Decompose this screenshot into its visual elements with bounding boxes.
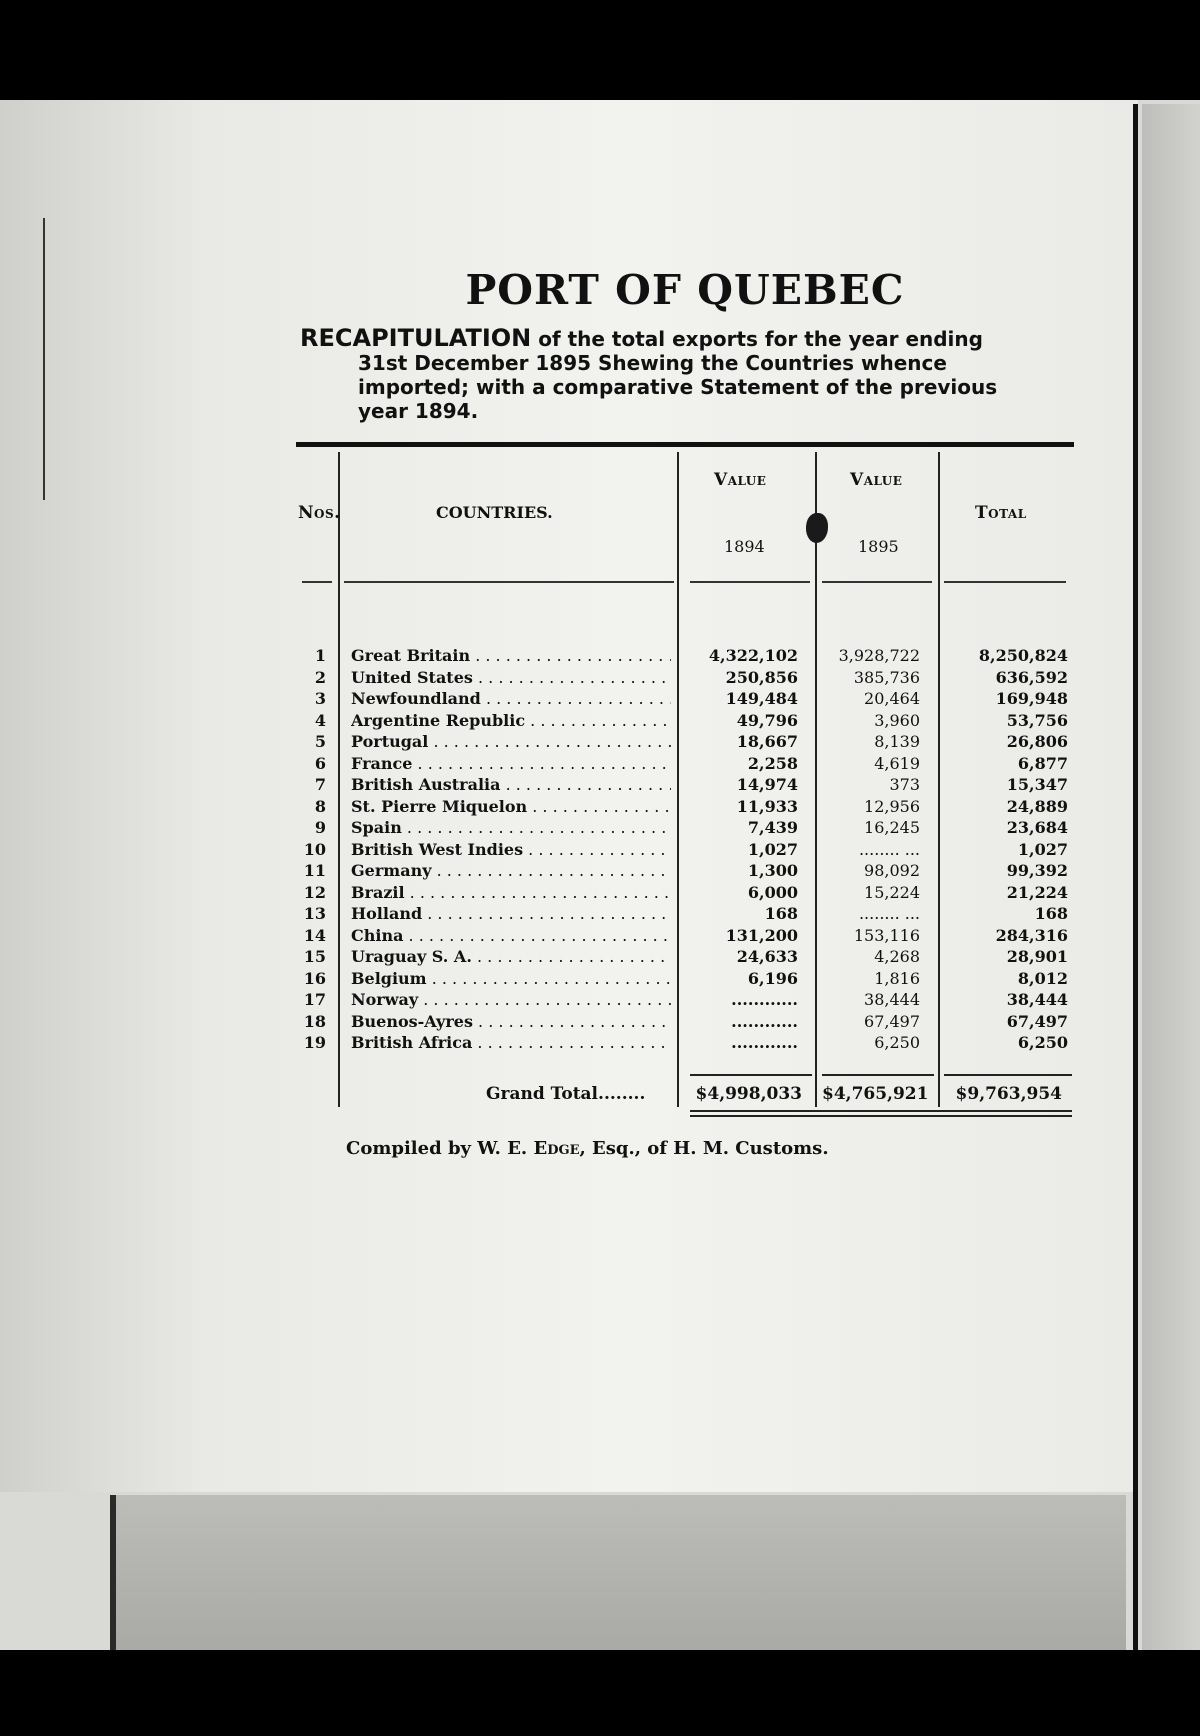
row-total: 23,684 [1006,818,1068,837]
grand-total-label: Grand Total........ [486,1084,646,1104]
row-country: Buenos-Ayres . . . [351,1012,671,1031]
row-country: British Africa . . . [351,1033,671,1052]
recap-lead-word: RECAPITULATION [300,324,532,352]
row-value-1894: 2,258 [747,753,798,773]
row-country: Spain . . . [351,818,671,837]
row-total: 24,889 [1006,796,1068,816]
row-value-1895: 8,139 [874,732,920,751]
row-value-1894: 6,000 [747,882,798,902]
row-number: 17 [303,990,326,1009]
row-value-1894: 168 [764,904,798,923]
row-country: Great Britain . . . [351,646,671,665]
compiled-suffix: , Esq., of H. M. Customs. [579,1138,829,1159]
header-value-1895: Value [850,470,903,490]
grand-total-total: $9,763,954 [955,1084,1062,1104]
row-total: 8,250,824 [978,646,1068,665]
row-country: Belgium . . . [351,969,671,988]
row-value-1894: 14,974 [736,775,798,794]
row-total: 67,497 [1006,1011,1068,1031]
row-number: 7 [314,775,326,794]
row-value-1894: 24,633 [736,947,798,966]
table-row [296,668,1076,690]
row-value-1895: 67,497 [864,1011,920,1031]
row-value-1894: 18,667 [736,732,798,751]
row-value-1895: ........ ... [858,904,920,923]
header-year-1894: 1894 [724,537,765,556]
header-rule-1895 [822,581,932,583]
header-countries: COUNTRIES. [436,503,553,522]
row-value-1895: 12,956 [864,796,920,816]
header-rule-countries [344,581,674,583]
row-number: 16 [303,968,326,988]
exports-table-body [296,646,1076,1055]
header-rule-1894 [690,581,810,583]
row-value-1894: 7,439 [747,818,798,837]
row-total: 28,901 [1006,947,1068,966]
row-number: 12 [303,882,326,902]
table-row [296,883,1076,905]
table-top-rule [296,442,1074,447]
row-value-1894: 149,484 [725,689,798,708]
row-value-1895: 38,444 [864,990,920,1009]
table-row [296,947,1076,969]
row-country: British Australia . . . [351,775,671,794]
table-row [296,775,1076,797]
subtotal-rule-1895 [822,1074,934,1076]
table-row [296,646,1076,668]
row-value-1894: 1,027 [747,839,798,859]
table-row [296,926,1076,948]
row-value-1895: 4,268 [874,947,920,966]
row-value-1895: 16,245 [864,818,920,837]
row-number: 10 [303,839,326,859]
row-value-1895: 20,464 [864,689,920,708]
table-row [296,797,1076,819]
compiled-name: Edge [533,1138,580,1159]
row-number: 11 [303,861,326,880]
table-row [296,1033,1076,1055]
row-number: 9 [314,818,326,837]
header-total: Total [975,503,1027,523]
page-edge-shadow [1133,104,1138,1652]
row-total: 53,756 [1006,710,1068,730]
row-number: 19 [303,1033,326,1052]
row-value-1895: 3,960 [874,710,920,730]
subtotal-rule-1894 [690,1074,812,1076]
row-value-1895: 6,250 [874,1033,920,1052]
scan-border-bottom [0,1650,1200,1736]
row-value-1895: 373 [889,775,920,794]
row-total: 15,347 [1006,775,1068,794]
row-total: 284,316 [995,925,1068,945]
row-country: France . . . [351,754,671,773]
row-country: Uraguay S. A. . . . [351,947,671,966]
row-number: 6 [314,753,326,773]
header-rule-total [944,581,1066,583]
table-row [296,840,1076,862]
row-number: 15 [303,947,326,966]
margin-mark [43,218,45,500]
row-number: 5 [314,732,326,751]
row-country: Holland . . . [351,904,671,923]
table-row [296,732,1076,754]
row-number: 4 [314,710,326,730]
row-value-1894: 1,300 [747,861,798,880]
row-country: Norway . . . [351,990,671,1009]
table-row [296,754,1076,776]
row-value-1895: 1,816 [874,968,920,988]
row-value-1894: 131,200 [725,925,798,945]
table-row [296,904,1076,926]
row-number: 2 [314,667,326,687]
table-row [296,711,1076,733]
recapitulation-paragraph [300,326,1076,423]
adjacent-page-strip [1142,104,1200,1652]
row-country: Argentine Republic . . . [351,711,671,730]
row-total: 6,877 [1017,753,1068,773]
row-number: 13 [303,904,326,923]
row-number: 1 [314,646,326,665]
book-bottom-edge [110,1495,1126,1650]
header-rule-nos [302,581,332,583]
row-value-1894: 4,322,102 [708,646,798,665]
table-row [296,818,1076,840]
row-value-1894: 6,196 [747,968,798,988]
table-row [296,861,1076,883]
table-row [296,969,1076,991]
row-total: 1,027 [1017,839,1068,859]
row-country: St. Pierre Miquelon . . . [351,797,671,816]
row-country: China . . . [351,926,671,945]
recap-line-2: 31st December 1895 Shewing the Countries whence [358,351,947,375]
grand-total-1895: $4,765,921 [822,1084,929,1104]
subtotal-rule-total [944,1074,1072,1076]
table-row [296,1012,1076,1034]
compiled-prefix: Compiled by W. E. [346,1138,528,1159]
row-total: 636,592 [995,667,1068,687]
row-value-1895: 4,619 [874,753,920,773]
header-nos: Nos. [298,503,341,523]
row-value-1895: 385,736 [853,667,920,687]
recap-line-1: of the total exports for the year ending [538,327,983,351]
grand-total-double-rule-bottom [690,1115,1072,1117]
row-value-1895: ........ ... [858,839,920,859]
row-country: Portugal . . . [351,732,671,751]
row-total: 8,012 [1017,968,1068,988]
row-total: 38,444 [1006,990,1068,1009]
row-value-1895: 153,116 [853,925,920,945]
header-year-1895: 1895 [858,537,899,556]
row-number: 14 [303,925,326,945]
recap-line-4: year 1894. [358,399,479,423]
row-country: United States . . . [351,668,671,687]
row-total: 21,224 [1006,882,1068,902]
row-total: 99,392 [1006,861,1068,880]
row-number: 8 [314,796,326,816]
table-row [296,689,1076,711]
row-country: British West Indies . . . [351,840,671,859]
header-value-1894: Value [714,470,767,490]
row-value-1894: ............ [731,1033,798,1052]
row-number: 3 [314,689,326,708]
compiled-by-note [346,1138,829,1159]
row-country: Germany . . . [351,861,671,880]
row-value-1894: ............ [731,1011,798,1031]
row-value-1895: 98,092 [864,861,920,880]
row-total: 26,806 [1006,732,1068,751]
grand-total-1894: $4,998,033 [695,1084,802,1104]
row-value-1895: 15,224 [864,882,920,902]
row-total: 168 [1034,904,1068,923]
row-country: Brazil . . . [351,883,671,902]
row-value-1894: 49,796 [736,710,798,730]
row-value-1894: 250,856 [725,667,798,687]
recap-line-3: imported; with a comparative Statement of the previous [358,375,998,399]
row-value-1894: ............ [731,990,798,1009]
row-number: 18 [303,1011,326,1031]
table-row [296,990,1076,1012]
row-total: 169,948 [995,689,1068,708]
grand-total-double-rule-top [690,1110,1072,1112]
row-value-1894: 11,933 [736,796,798,816]
row-country: Newfoundland . . . [351,689,671,708]
row-total: 6,250 [1017,1033,1068,1052]
row-value-1895: 3,928,722 [838,646,920,665]
page-title: PORT OF QUEBEC [465,266,905,314]
